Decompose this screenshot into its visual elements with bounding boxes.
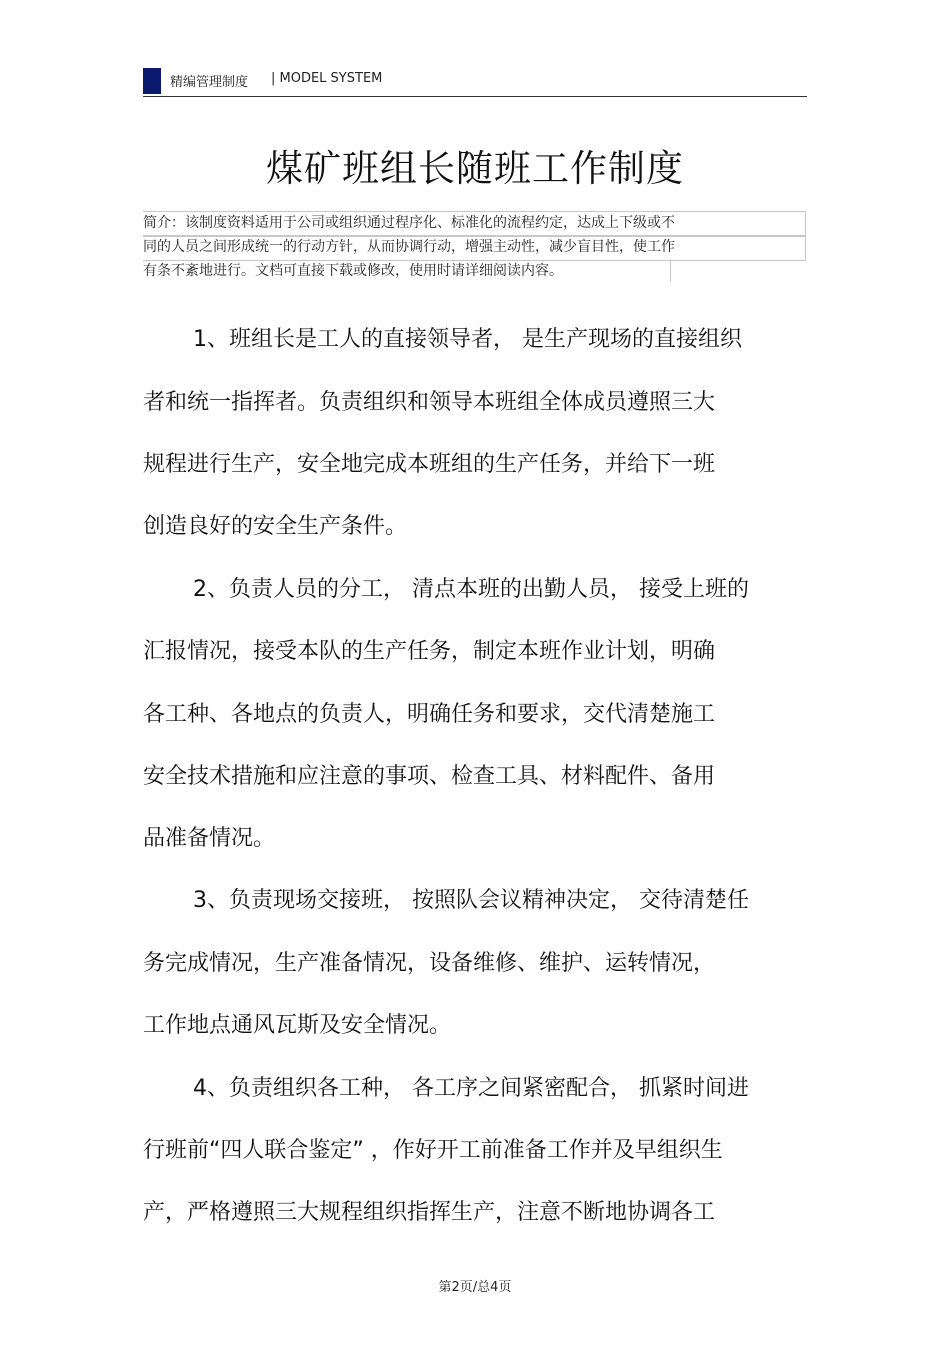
paragraph-line: 汇报情况，接受本队的生产任务，制定本班作业计划，明确 xyxy=(143,639,716,664)
intro-line: 同的人员之间形成统一的行动方针，从而协调行动，增强主动性，减少盲目性，使工作 xyxy=(143,239,675,255)
paragraph-line: 安全技术措施和应注意的事项、检查工具、材料配件、备用 xyxy=(143,764,716,789)
paragraph-line: 创造良好的安全生产条件。 xyxy=(143,514,408,539)
header-right-label: | MODEL SYSTEM xyxy=(271,71,383,86)
paragraph-line: 3、负责现场交接班， 按照队会议精神决定， 交待清楚任 xyxy=(193,888,749,913)
paragraph-line: 1、班组长是工人的直接领导者， 是生产现场的直接组织 xyxy=(193,327,742,352)
paragraph-line: 品准备情况。 xyxy=(143,826,276,851)
paragraph-line: 各工种、各地点的负责人，明确任务和要求，交代清楚施工 xyxy=(143,702,716,727)
paragraph-line: 行班前“四人联合鉴定” ，作好开工前准备工作并及早组织生 xyxy=(143,1138,723,1163)
paragraph-line: 4、负责组织各工种， 各工序之间紧密配合， 抓紧时间进 xyxy=(193,1076,749,1101)
paragraph-line: 产，严格遵照三大规程组织指挥生产，注意不断地协调各工 xyxy=(143,1200,716,1225)
paragraph-line: 工作地点通风瓦斯及安全情况。 xyxy=(143,1013,452,1038)
document-title: 煤矿班组长随班工作制度 xyxy=(266,147,684,190)
header-left-label: 精编管理制度 xyxy=(170,75,249,90)
paragraph-line: 2、负责人员的分工， 清点本班的出勤人员， 接受上班的 xyxy=(193,577,749,602)
paragraph-line: 规程进行生产，安全地完成本班组的生产任务，并给下一班 xyxy=(143,452,716,477)
paragraph-line: 者和统一指挥者。负责组织和领导本班组全体成员遵照三大 xyxy=(143,390,716,415)
intro-line: 有条不紊地进行。文档可直接下载或修改，使用时请详细阅读内容。 xyxy=(143,263,563,279)
intro-line: 简介：该制度资料适用于公司或组织通过程序化、标准化的流程约定，达成上下级或不 xyxy=(143,215,675,231)
paragraph-line: 务完成情况，生产准备情况，设备维修、维护、运转情况， xyxy=(143,951,716,976)
page-number: 第2页/总4页 xyxy=(438,1280,512,1295)
